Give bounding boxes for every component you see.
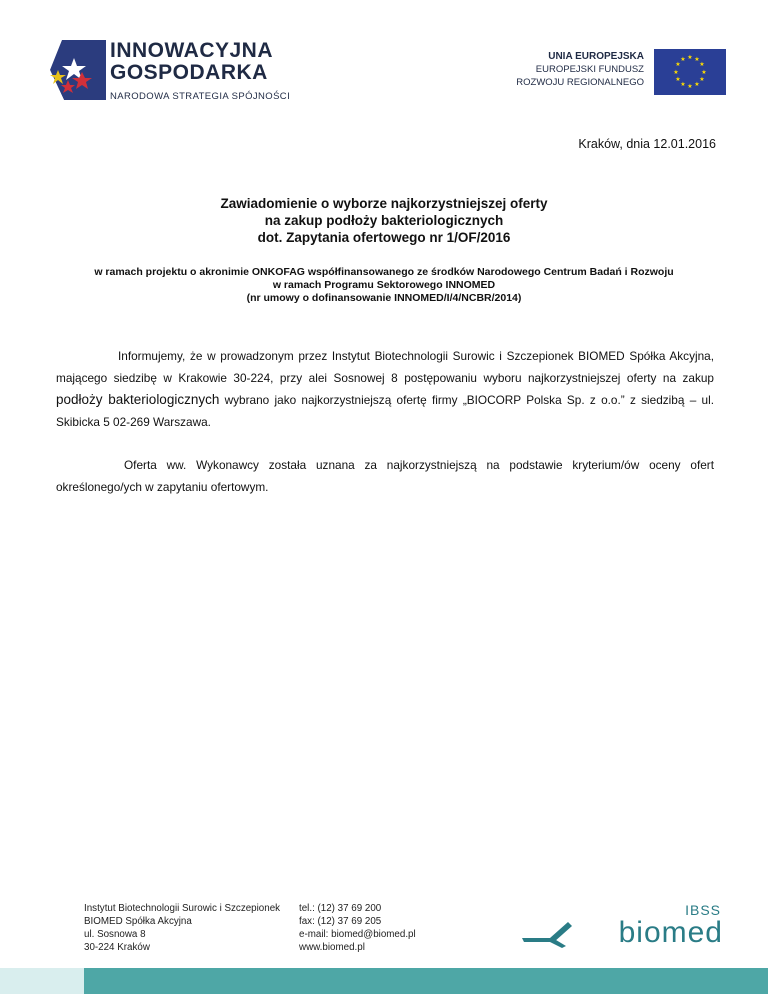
svg-text:★: ★ <box>680 81 686 88</box>
title-line-3: dot. Zapytania ofertowego nr 1/OF/2016 <box>257 230 511 245</box>
logo-tagline: NARODOWA STRATEGIA SPÓJNOŚCI <box>110 91 291 102</box>
svg-text:★: ★ <box>701 69 707 76</box>
footer-email: e-mail: biomed@biomed.pl <box>299 929 416 940</box>
svg-text:★: ★ <box>675 61 681 68</box>
paragraph-1-part-2: wybrano jako najkorzystniejszą ofertę firmy „BIOCORP Polska Sp. z o.o.” z siedzibą – ul. Skibicka 5 02-269 Warszawa. <box>56 393 715 429</box>
subtitle-line-3: (nr umowy o dofinansowanie INNOMED/I/4/NCBR/2014) <box>246 292 522 304</box>
footer-color-bar-accent <box>0 968 84 994</box>
title-line-1: Zawiadomienie o wyborze najkorzystniejszej oferty <box>220 196 548 211</box>
date-line: Kraków, dnia 12.01.2016 <box>578 137 716 151</box>
footer-address <box>84 902 280 954</box>
footer-tel: tel.: (12) 37 69 200 <box>299 903 382 914</box>
subtitle-line-2: w ramach Programu Sektorowego INNOMED <box>272 279 496 291</box>
biomed-logo-word: biomed <box>618 916 723 949</box>
logo-line-1: INNOWACYJNA <box>110 39 274 62</box>
svg-text:★: ★ <box>673 69 679 76</box>
eu-logo <box>500 50 726 98</box>
biomed-logo-ibss: IBSS <box>685 902 721 918</box>
footer-contact <box>299 902 416 954</box>
stars-emblem-icon <box>44 40 106 100</box>
logo-line-2: GOSPODARKA <box>110 61 268 84</box>
paragraph-2-text: Oferta ww. Wykonawcy została uznana za najkorzystniejszą na podstawie kryterium/ów oceny ofert określonego/ych w zapytaniu ofertowym. <box>56 458 714 494</box>
footer-address-line: 30-224 Kraków <box>84 942 150 953</box>
svg-text:★: ★ <box>694 81 700 88</box>
svg-text:★: ★ <box>687 54 693 61</box>
project-subtitle <box>0 266 768 305</box>
title-line-2: na zakup podłoży bakteriologicznych <box>264 213 504 228</box>
svg-text:★: ★ <box>699 61 705 68</box>
document-title <box>0 195 768 246</box>
paragraph-1 <box>56 345 714 433</box>
subtitle-line-1: w ramach projektu o akronimie ONKOFAG współfinansowanego ze środków Narodowego Centrum Badań i Rozwoju <box>94 266 674 278</box>
footer-address-line: Instytut Biotechnologii Surowic i Szczepionek <box>84 903 281 914</box>
paragraph-1-highlight: podłoży bakteriologicznych <box>56 392 220 407</box>
paragraph-2 <box>56 454 714 498</box>
eu-logo-line-2: EUROPEJSKI FUNDUSZ <box>535 64 644 75</box>
svg-text:★: ★ <box>694 56 700 63</box>
footer-address-line: ul. Sosnowa 8 <box>84 929 146 940</box>
svg-text:★: ★ <box>699 76 705 83</box>
svg-text:★: ★ <box>687 83 693 90</box>
footer-fax: fax: (12) 37 69 205 <box>299 916 382 927</box>
eu-logo-line-1: UNIA EUROPEJSKA <box>548 51 644 62</box>
biomed-logo <box>520 900 725 952</box>
svg-text:★: ★ <box>675 76 681 83</box>
footer-address-line: BIOMED Spółka Akcyjna <box>84 916 192 927</box>
svg-text:★: ★ <box>680 56 686 63</box>
innowacyjna-gospodarka-logo <box>44 38 304 108</box>
eu-flag-icon <box>654 49 726 95</box>
footer-color-bar <box>0 968 768 994</box>
footer-website: www.biomed.pl <box>299 942 365 953</box>
biomed-mark-icon <box>520 916 582 948</box>
eu-logo-line-3: ROZWOJU REGIONALNEGO <box>516 77 644 88</box>
paragraph-1-part-1: Informujemy, że w prowadzonym przez Instytut Biotechnologii Surowic i Szczepionek BIOMED Spółka Akcyjna, mającego siedzibę w Krakowie 30-224, przy alei Sosnowej 8 postępowaniu wyboru najkorzystniejszej oferty na zakup <box>56 349 714 385</box>
